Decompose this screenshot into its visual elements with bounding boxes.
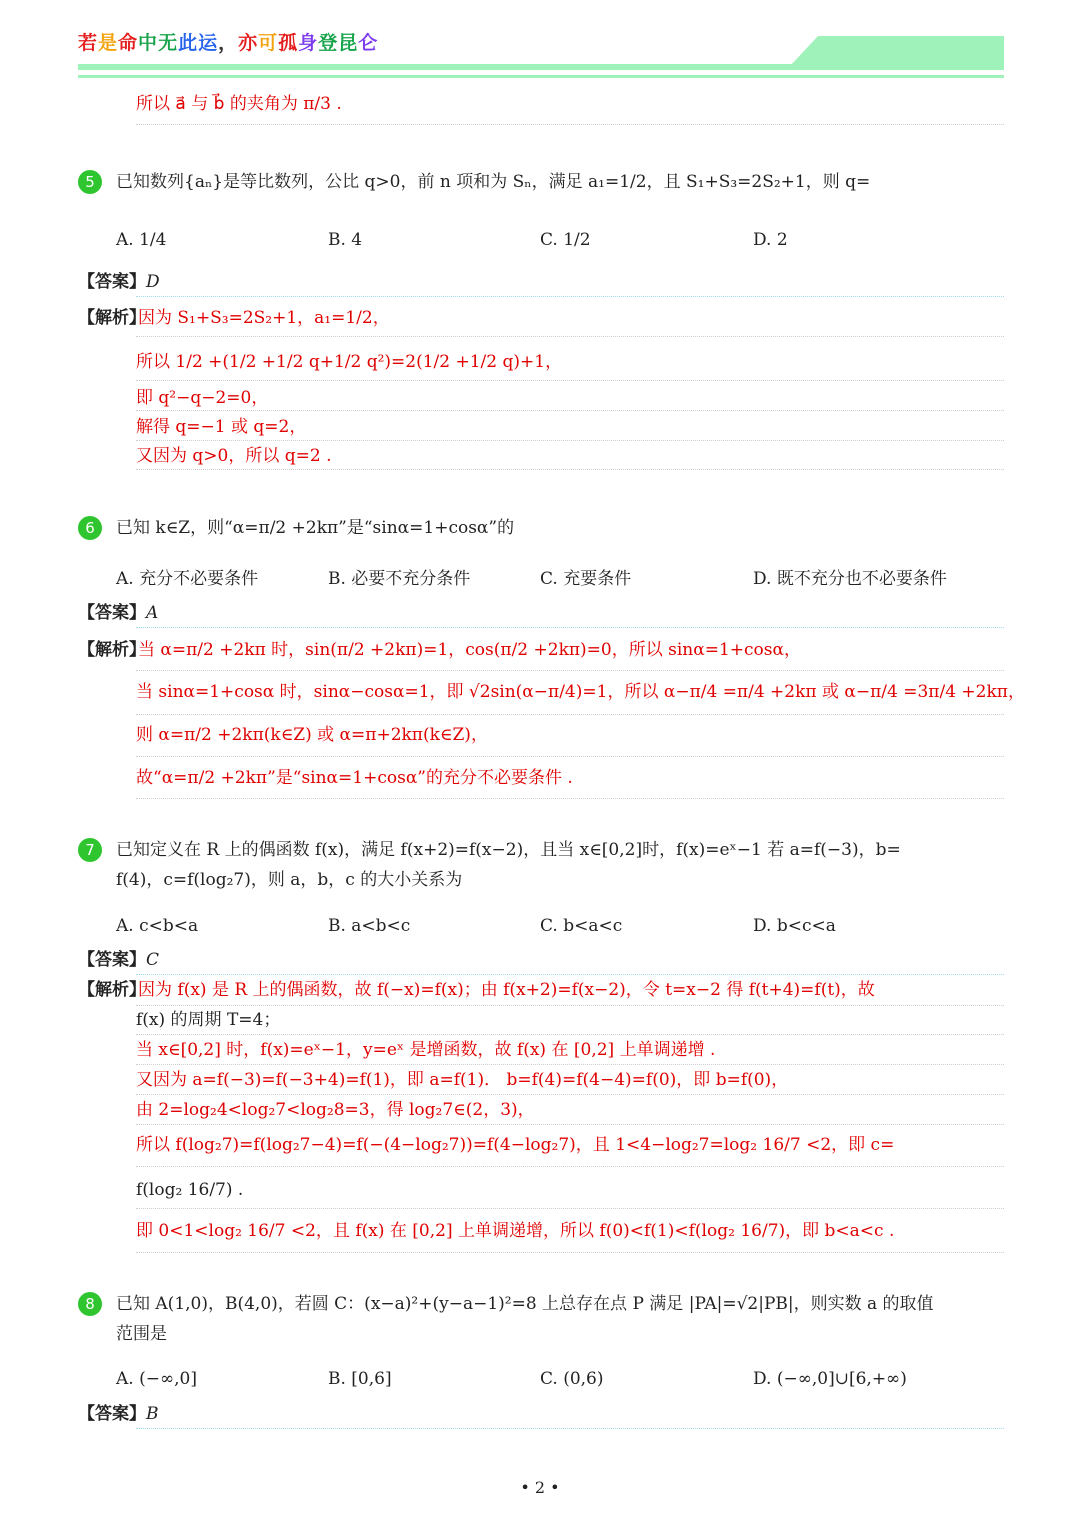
motto-char: 孤 (278, 32, 299, 54)
divider (136, 1094, 1004, 1095)
option-c: C. 1/2 (540, 230, 591, 250)
divider (136, 1034, 1004, 1035)
motto-char: 无 (158, 32, 179, 54)
analysis-label: 【解析】 (78, 640, 146, 660)
divider (136, 1252, 1004, 1253)
divider (136, 714, 1004, 715)
solution-line: 因为 S₁+S₃=2S₂+1，a₁=1/2， (138, 308, 390, 328)
solution-line: 所以 f(log₂7)=f(log₂7−4)=f(−(4−log₂7))=f(4−log₂7)，且 1<4−log₂7=log₂ 16/7 <2，即 c= (136, 1135, 895, 1155)
solution-line: 当 x∈[0,2] 时，f(x)=eˣ−1，y=eˣ 是增函数，故 f(x) 在 [0,2] 上单调递增 . (136, 1040, 716, 1060)
question-number: 6 (78, 516, 102, 540)
header-motto (78, 28, 378, 55)
question-stem: 已知定义在 R 上的偶函数 f(x)，满足 f(x+2)=f(x−2)，且当 x∈[0,2]时，f(x)=eˣ−1 若 a=f(−3)，b= (116, 840, 901, 860)
solution-line: 当 α=π/2 +2kπ 时，sin(π/2 +2kπ)=1，cos(π/2 +2kπ)=0，所以 sinα=1+cosα， (138, 640, 801, 660)
answer-line: 【答案】B (78, 1404, 159, 1424)
motto-char: 此 (178, 32, 199, 54)
motto-char: 是 (98, 32, 119, 54)
motto-char: 命 (118, 32, 139, 54)
option-c: C. b<a<c (540, 916, 623, 936)
motto-char: 登 (318, 32, 339, 54)
header-rule-thick (78, 64, 1004, 70)
question-number: 7 (78, 838, 102, 862)
option-d: D. 既不充分也不必要条件 (753, 569, 947, 589)
option-a: A. 1/4 (116, 230, 167, 250)
motto-char: ， (218, 32, 239, 54)
question-stem-cont: 范围是 (116, 1324, 167, 1344)
divider (136, 627, 1004, 628)
solution-line: 解得 q=−1 或 q=2， (136, 417, 307, 437)
option-b: B. 必要不充分条件 (328, 569, 471, 589)
option-b: B. 4 (328, 230, 363, 250)
solution-line: 则 α=π/2 +2kπ(k∈Z) 或 α=π+2kπ(k∈Z)， (136, 725, 488, 745)
divider (136, 1005, 1004, 1006)
option-c: C. 充要条件 (540, 569, 632, 589)
prev-solution-line: 所以 a⃗ 与 b⃗ 的夹角为 π/3 . (136, 94, 342, 114)
solution-line: 所以 1/2 +(1/2 +1/2 q+1/2 q²)=2(1/2 +1/2 q)+1， (136, 352, 563, 372)
divider (136, 1208, 1004, 1209)
solution-line: 又因为 q>0，所以 q=2 . (136, 446, 332, 466)
divider (136, 798, 1004, 799)
solution-line: 因为 f(x) 是 R 上的偶函数，故 f(−x)=f(x)；由 f(x+2)=f(x−2)，令 t=x−2 得 f(t+4)=f(t)，故 (138, 980, 875, 1000)
motto-char: 运 (198, 32, 219, 54)
motto-char: 身 (298, 32, 319, 54)
answer-line: 【答案】D (78, 272, 160, 292)
option-c: C. (0,6) (540, 1369, 604, 1389)
option-a: A. (−∞,0] (116, 1369, 197, 1389)
analysis-label: 【解析】 (78, 980, 146, 1000)
motto-char: 中 (138, 32, 159, 54)
divider (136, 124, 1004, 125)
question-stem-cont: f(4)，c=f(log₂7)，则 a，b，c 的大小关系为 (116, 870, 463, 890)
header-rule-thin (78, 75, 1004, 78)
motto-char: 亦 (238, 32, 259, 54)
question-stem: 已知 k∈Z，则“α=π/2 +2kπ”是“sinα=1+cosα”的 (116, 518, 515, 538)
divider (136, 1124, 1004, 1125)
divider (136, 1064, 1004, 1065)
question-number: 5 (78, 170, 102, 194)
divider (136, 440, 1004, 441)
option-d: D. (−∞,0]∪[6,+∞) (753, 1369, 907, 1389)
divider (136, 296, 1004, 297)
header-decoration (790, 36, 1004, 66)
motto-char: 仑 (358, 32, 379, 54)
divider (136, 380, 1004, 381)
divider (136, 756, 1004, 757)
divider (136, 336, 1004, 337)
motto-char: 若 (78, 32, 99, 54)
question-number: 8 (78, 1292, 102, 1316)
solution-line: 即 0<1<log₂ 16/7 <2，且 f(x) 在 [0,2] 上单调递增，所以 f(0)<f(1)<f(log₂ 16/7)，即 b<a<c . (136, 1221, 895, 1241)
solution-line: 当 sinα=1+cosα 时，sinα−cosα=1，即 √2sin(α−π/4)=1，所以 α−π/4 =π/4 +2kπ 或 α−π/4 =3π/4 +2kπ， (136, 682, 1025, 702)
answer-line: 【答案】C (78, 950, 160, 970)
option-b: B. [0,6] (328, 1369, 392, 1389)
motto-char: 昆 (338, 32, 359, 54)
divider (136, 670, 1004, 671)
divider (136, 1166, 1004, 1167)
motto-char: 可 (258, 32, 279, 54)
option-d: D. 2 (753, 230, 788, 250)
solution-line: 由 2=log₂4<log₂7<log₂8=3，得 log₂7∈(2，3)， (136, 1100, 535, 1120)
divider (136, 410, 1004, 411)
divider (136, 974, 1004, 975)
option-a: A. c<b<a (116, 916, 199, 936)
option-d: D. b<c<a (753, 916, 836, 936)
solution-line: 故“α=π/2 +2kπ”是“sinα=1+cosα”的充分不必要条件 . (136, 768, 573, 788)
question-stem: 已知数列{aₙ}是等比数列，公比 q>0，前 n 项和为 Sₙ，满足 a₁=1/2，且 S₁+S₃=2S₂+1，则 q= (116, 172, 871, 192)
option-b: B. a<b<c (328, 916, 411, 936)
analysis-label: 【解析】 (78, 308, 146, 328)
answer-line: 【答案】A (78, 603, 159, 623)
solution-line: f(x) 的周期 T=4； (136, 1010, 281, 1030)
page-number: • 2 • (520, 1478, 560, 1497)
divider (136, 1428, 1004, 1429)
divider (136, 469, 1004, 470)
solution-line: f(log₂ 16/7) . (136, 1180, 244, 1200)
option-a: A. 充分不必要条件 (116, 569, 259, 589)
solution-line: 又因为 a=f(−3)=f(−3+4)=f(1)，即 a=f(1)． b=f(4)=f(4−4)=f(0)，即 b=f(0)， (136, 1070, 789, 1090)
solution-line: 即 q²−q−2=0， (136, 388, 269, 408)
question-stem: 已知 A(1,0)，B(4,0)，若圆 C：(x−a)²+(y−a−1)²=8 上总存在点 P 满足 |PA|=√2|PB|，则实数 a 的取值 (116, 1294, 934, 1314)
